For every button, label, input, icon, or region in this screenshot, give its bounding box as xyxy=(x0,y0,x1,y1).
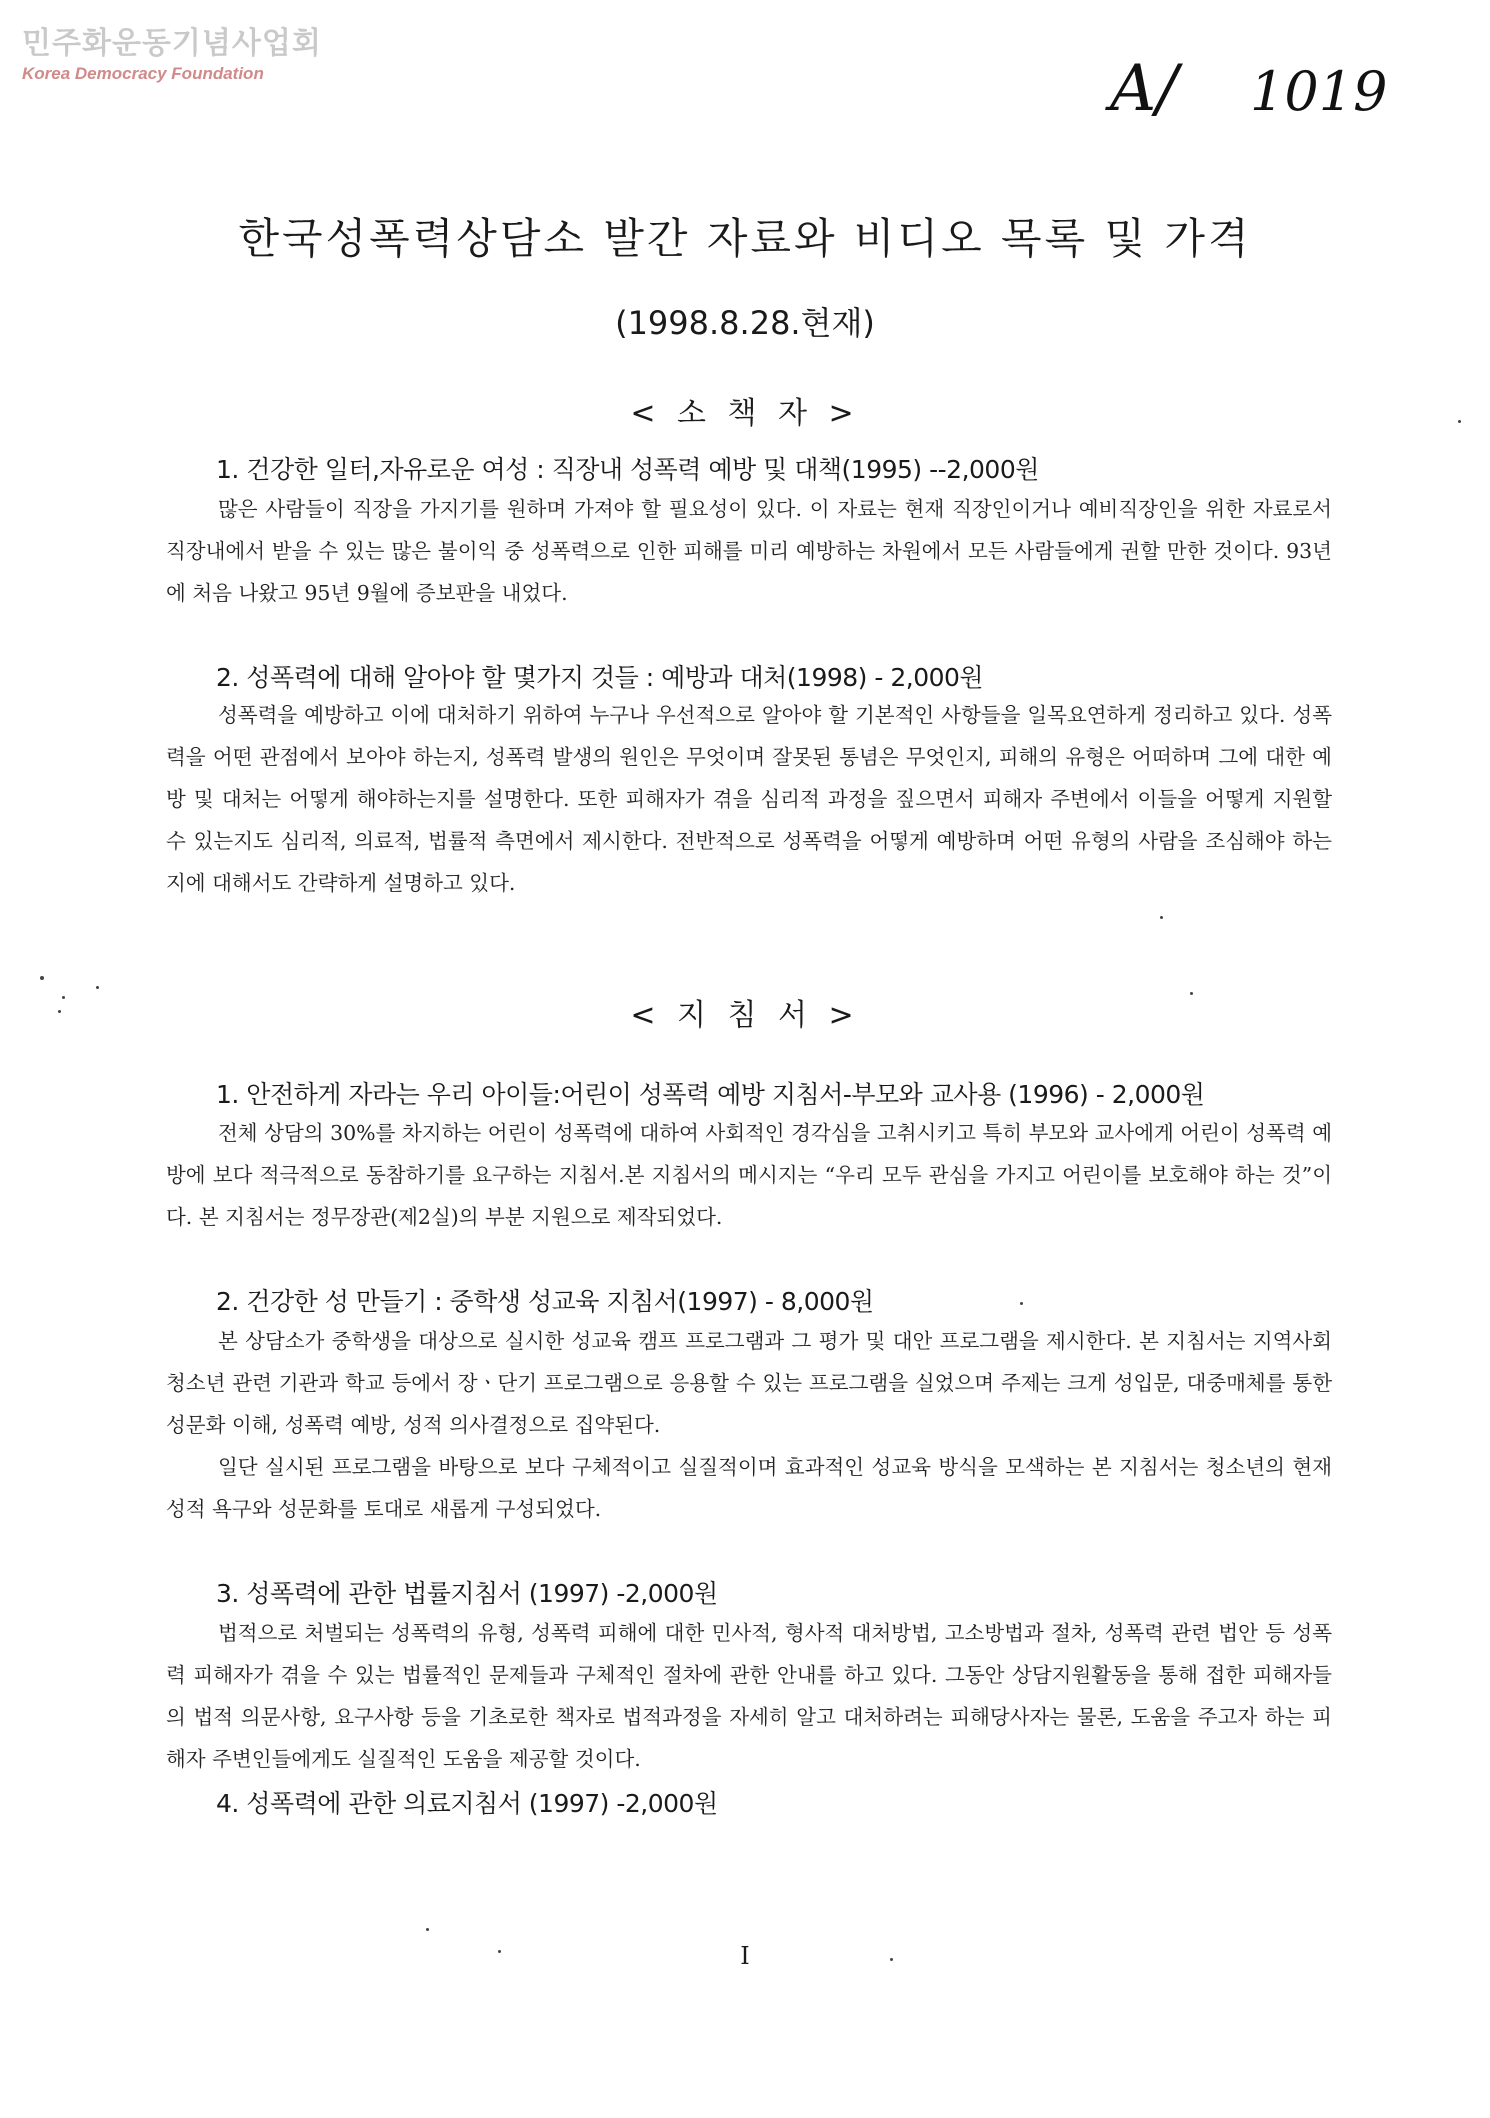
item-paragraph: 법적으로 처벌되는 성폭력의 유형, 성폭력 피해에 대한 민사적, 형사적 대처방법, 고소방법과 절차, 성폭력 관련 법안 등 성폭력 피해자가 겪을 수 있는 법률적인 문제들과 구체적인 절차에 관한 안내를 하고 있다. 그동안 상담지원활동을 통해 접한 피해자들의 법적 의문사항, 요구사항 등을 기초로한 책자로 법적과정을 자세히 알고 대처하려는 피해당사자는 물론, 도움을 주고자 하는 피해자 주변인들에게도 실질적인 도움을 제공할 것이다. xyxy=(166,1621,1332,1771)
item-title: 3. 성폭력에 관한 법률지침서 (1997) -2,000원 xyxy=(216,1579,718,1608)
item-paragraph: 많은 사람들이 직장을 가지기를 원하며 가져야 할 필요성이 있다. 이 자료는 현재 직장인이거나 예비직장인을 위한 자료로서 직장내에서 받을 수 있는 많은 불이익 중 성폭력으로 인한 피해를 미리 예방하는 차원에서 모든 사람들에게 권할 만한 것이다. 93년에 처음 나왔고 95년 9월에 증보판을 내었다. xyxy=(166,497,1332,605)
item-paragraph: 일단 실시된 프로그램을 바탕으로 보다 구체적이고 실질적이며 효과적인 성교육 방식을 모색하는 본 지침서는 청소년의 현재 성적 욕구와 성문화를 토대로 새롭게 구성되었다. xyxy=(166,1455,1332,1521)
scan-speck xyxy=(1020,1302,1023,1305)
watermark-korean: 민주화운동기념사업회 xyxy=(22,26,322,61)
watermark-english: Korea Democracy Foundation xyxy=(22,64,264,83)
item-title: 2. 성폭력에 대해 알아야 할 몇가지 것들 : 예방과 대처(1998) - 2,000원 xyxy=(216,663,984,692)
item-title: 1. 건강한 일터,자유로운 여성 : 직장내 성폭력 예방 및 대책(1995) --2,000원 xyxy=(216,455,1039,484)
item-paragraph: 본 상담소가 중학생을 대상으로 실시한 성교육 캠프 프로그램과 그 평가 및 대안 프로그램을 제시한다. 본 지침서는 지역사회 청소년 관련 기관과 학교 등에서 장ㆍ단기 프로그램으로 응용할 수 있는 프로그램을 실었으며 주제는 크게 성입문, 대중매체를 통한 성문화 이해, 성폭력 예방, 성적 의사결정으로 집약된다. xyxy=(166,1329,1332,1437)
scan-speck xyxy=(1458,420,1461,423)
section-heading-booklets: < 소 책 자 > xyxy=(630,396,860,431)
item-title: 2. 건강한 성 만들기 : 중학생 성교육 지침서(1997) - 8,000원 xyxy=(216,1287,874,1316)
document-title: 한국성폭력상담소 발간 자료와 비디오 목록 및 가격 xyxy=(238,214,1252,263)
handwritten-mark-right: 1019 xyxy=(1250,60,1388,123)
page-number: I xyxy=(740,1942,750,1970)
watermark xyxy=(22,18,322,84)
scan-speck xyxy=(1190,992,1193,995)
handwritten-mark-left: A/ xyxy=(1110,52,1178,126)
scan-speck xyxy=(40,976,44,980)
scan-speck xyxy=(62,996,65,999)
item-title: 1. 안전하게 자라는 우리 아이들:어린이 성폭력 예방 지침서-부모와 교사용 (1996) - 2,000원 xyxy=(216,1080,1205,1109)
item-title: 4. 성폭력에 관한 의료지침서 (1997) -2,000원 xyxy=(216,1789,718,1818)
scan-speck xyxy=(890,1958,893,1961)
section-heading-guidebooks: < 지 침 서 > xyxy=(630,998,860,1033)
document-date: (1998.8.28.현재) xyxy=(615,304,875,342)
scan-speck xyxy=(58,1010,61,1013)
scan-speck xyxy=(96,986,99,989)
scan-speck xyxy=(1160,916,1163,919)
scan-speck xyxy=(498,1950,501,1953)
scan-speck xyxy=(426,1928,429,1931)
item-paragraph: 전체 상담의 30%를 차지하는 어린이 성폭력에 대하여 사회적인 경각심을 고취시키고 특히 부모와 교사에게 어린이 성폭력 예방에 보다 적극적으로 동참하기를 요구하는 지침서.본 지침서의 메시지는 “우리 모두 관심을 가지고 어린이를 보호해야 하는 것”이다. 본 지침서는 정무장관(제2실)의 부분 지원으로 제작되었다. xyxy=(166,1121,1332,1229)
item-paragraph: 성폭력을 예방하고 이에 대처하기 위하여 누구나 우선적으로 알아야 할 기본적인 사항들을 일목요연하게 정리하고 있다. 성폭력을 어떤 관점에서 보아야 하는지, 성폭력 발생의 원인은 무엇이며 잘못된 통념은 무엇인지, 피해의 유형은 어떠하며 그에 대한 예방 및 대처는 어떻게 해야하는지를 설명한다. 또한 피해자가 겪을 심리적 과정을 짚으면서 피해자 주변에서 이들을 어떻게 지원할 수 있는지도 심리적, 의료적, 법률적 측면에서 제시한다. 전반적으로 성폭력을 어떻게 예방하며 어떤 유형의 사람을 조심해야 하는지에 대해서도 간략하게 설명하고 있다. xyxy=(166,703,1332,895)
